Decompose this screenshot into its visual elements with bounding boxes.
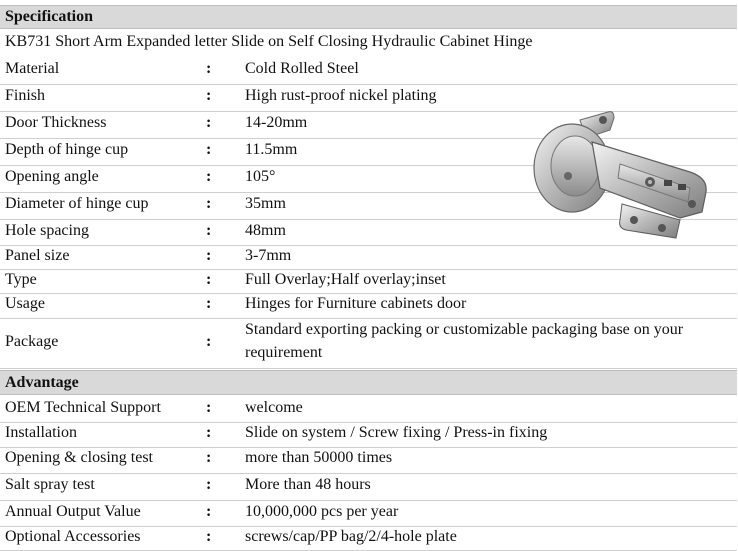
spec-row-material [0,57,737,85]
spec-value: 14-20mm [245,114,308,131]
colon: : [206,168,212,185]
spec-label: Door Thickness [5,114,107,131]
colon: : [206,399,212,416]
cabinet-hinge-product-image [530,108,720,253]
colon: : [206,195,212,212]
spec-label: Depth of hinge cup [5,141,129,158]
adv-row-annual-output [0,500,737,527]
product-title: KB731 Short Arm Expanded letter Slide on Self Closing Hydraulic Cabinet Hinge [5,33,533,50]
adv-value: welcome [245,399,303,416]
adv-row-salt-spray [0,473,737,501]
colon: : [206,424,212,441]
adv-row-open-close-test [0,447,737,474]
adv-value: More than 48 hours [245,476,371,493]
colon: : [206,503,212,520]
colon: : [206,449,212,466]
spec-row-package [0,318,737,369]
adv-value: Slide on system / Screw fixing / Press-in fixing [245,424,548,441]
colon: : [206,295,212,312]
spec-label: Finish [5,87,46,104]
spec-value: Cold Rolled Steel [245,60,359,77]
adv-label: Optional Accessories [5,528,141,545]
adv-value: more than 50000 times [245,449,393,466]
spec-label: Hole spacing [5,222,89,239]
colon: : [206,333,212,350]
spec-value: Full Overlay;Half overlay;inset [245,271,446,288]
spec-value: High rust-proof nickel plating [245,87,437,104]
spec-value: 3-7mm [245,247,292,264]
spec-value: 35mm [245,195,286,212]
colon: : [206,476,212,493]
colon: : [206,114,212,131]
adv-row-accessories [0,526,737,551]
adv-label: Opening & closing test [5,449,153,466]
colon: : [206,141,212,158]
spec-label: Type [5,271,37,288]
spec-label: Diameter of hinge cup [5,195,149,212]
spec-value: 105° [245,168,276,185]
spec-value: 48mm [245,222,286,239]
adv-label: Salt spray test [5,476,95,493]
colon: : [206,271,212,288]
adv-row-installation [0,422,737,448]
spec-label: Opening angle [5,168,99,185]
specification-heading: Specification [0,5,737,29]
colon: : [206,60,212,77]
colon: : [206,222,212,239]
spec-label: Panel size [5,247,70,264]
adv-label: Annual Output Value [5,503,141,520]
spec-value: 11.5mm [245,141,298,158]
spec-value-line1: Standard exporting packing or customizable packaging base on your [245,321,684,338]
colon: : [206,87,212,104]
adv-value: 10,000,000 pcs per year [245,503,399,520]
advantage-heading: Advantage [0,370,737,395]
spec-row-usage [0,293,737,319]
adv-label: Installation [5,424,77,441]
spec-label: Usage [5,295,45,312]
colon: : [206,247,212,264]
colon: : [206,528,212,545]
spec-label: Material [5,60,60,77]
spec-label: Package [5,333,59,350]
adv-value: screws/cap/PP bag/2/4-hole plate [245,528,457,545]
spec-row-type [0,269,737,294]
spec-value: Hinges for Furniture cabinets door [245,295,467,312]
adv-row-oem [0,396,737,423]
adv-label: OEM Technical Support [5,399,161,416]
spec-value-line2: requirement [245,344,323,361]
